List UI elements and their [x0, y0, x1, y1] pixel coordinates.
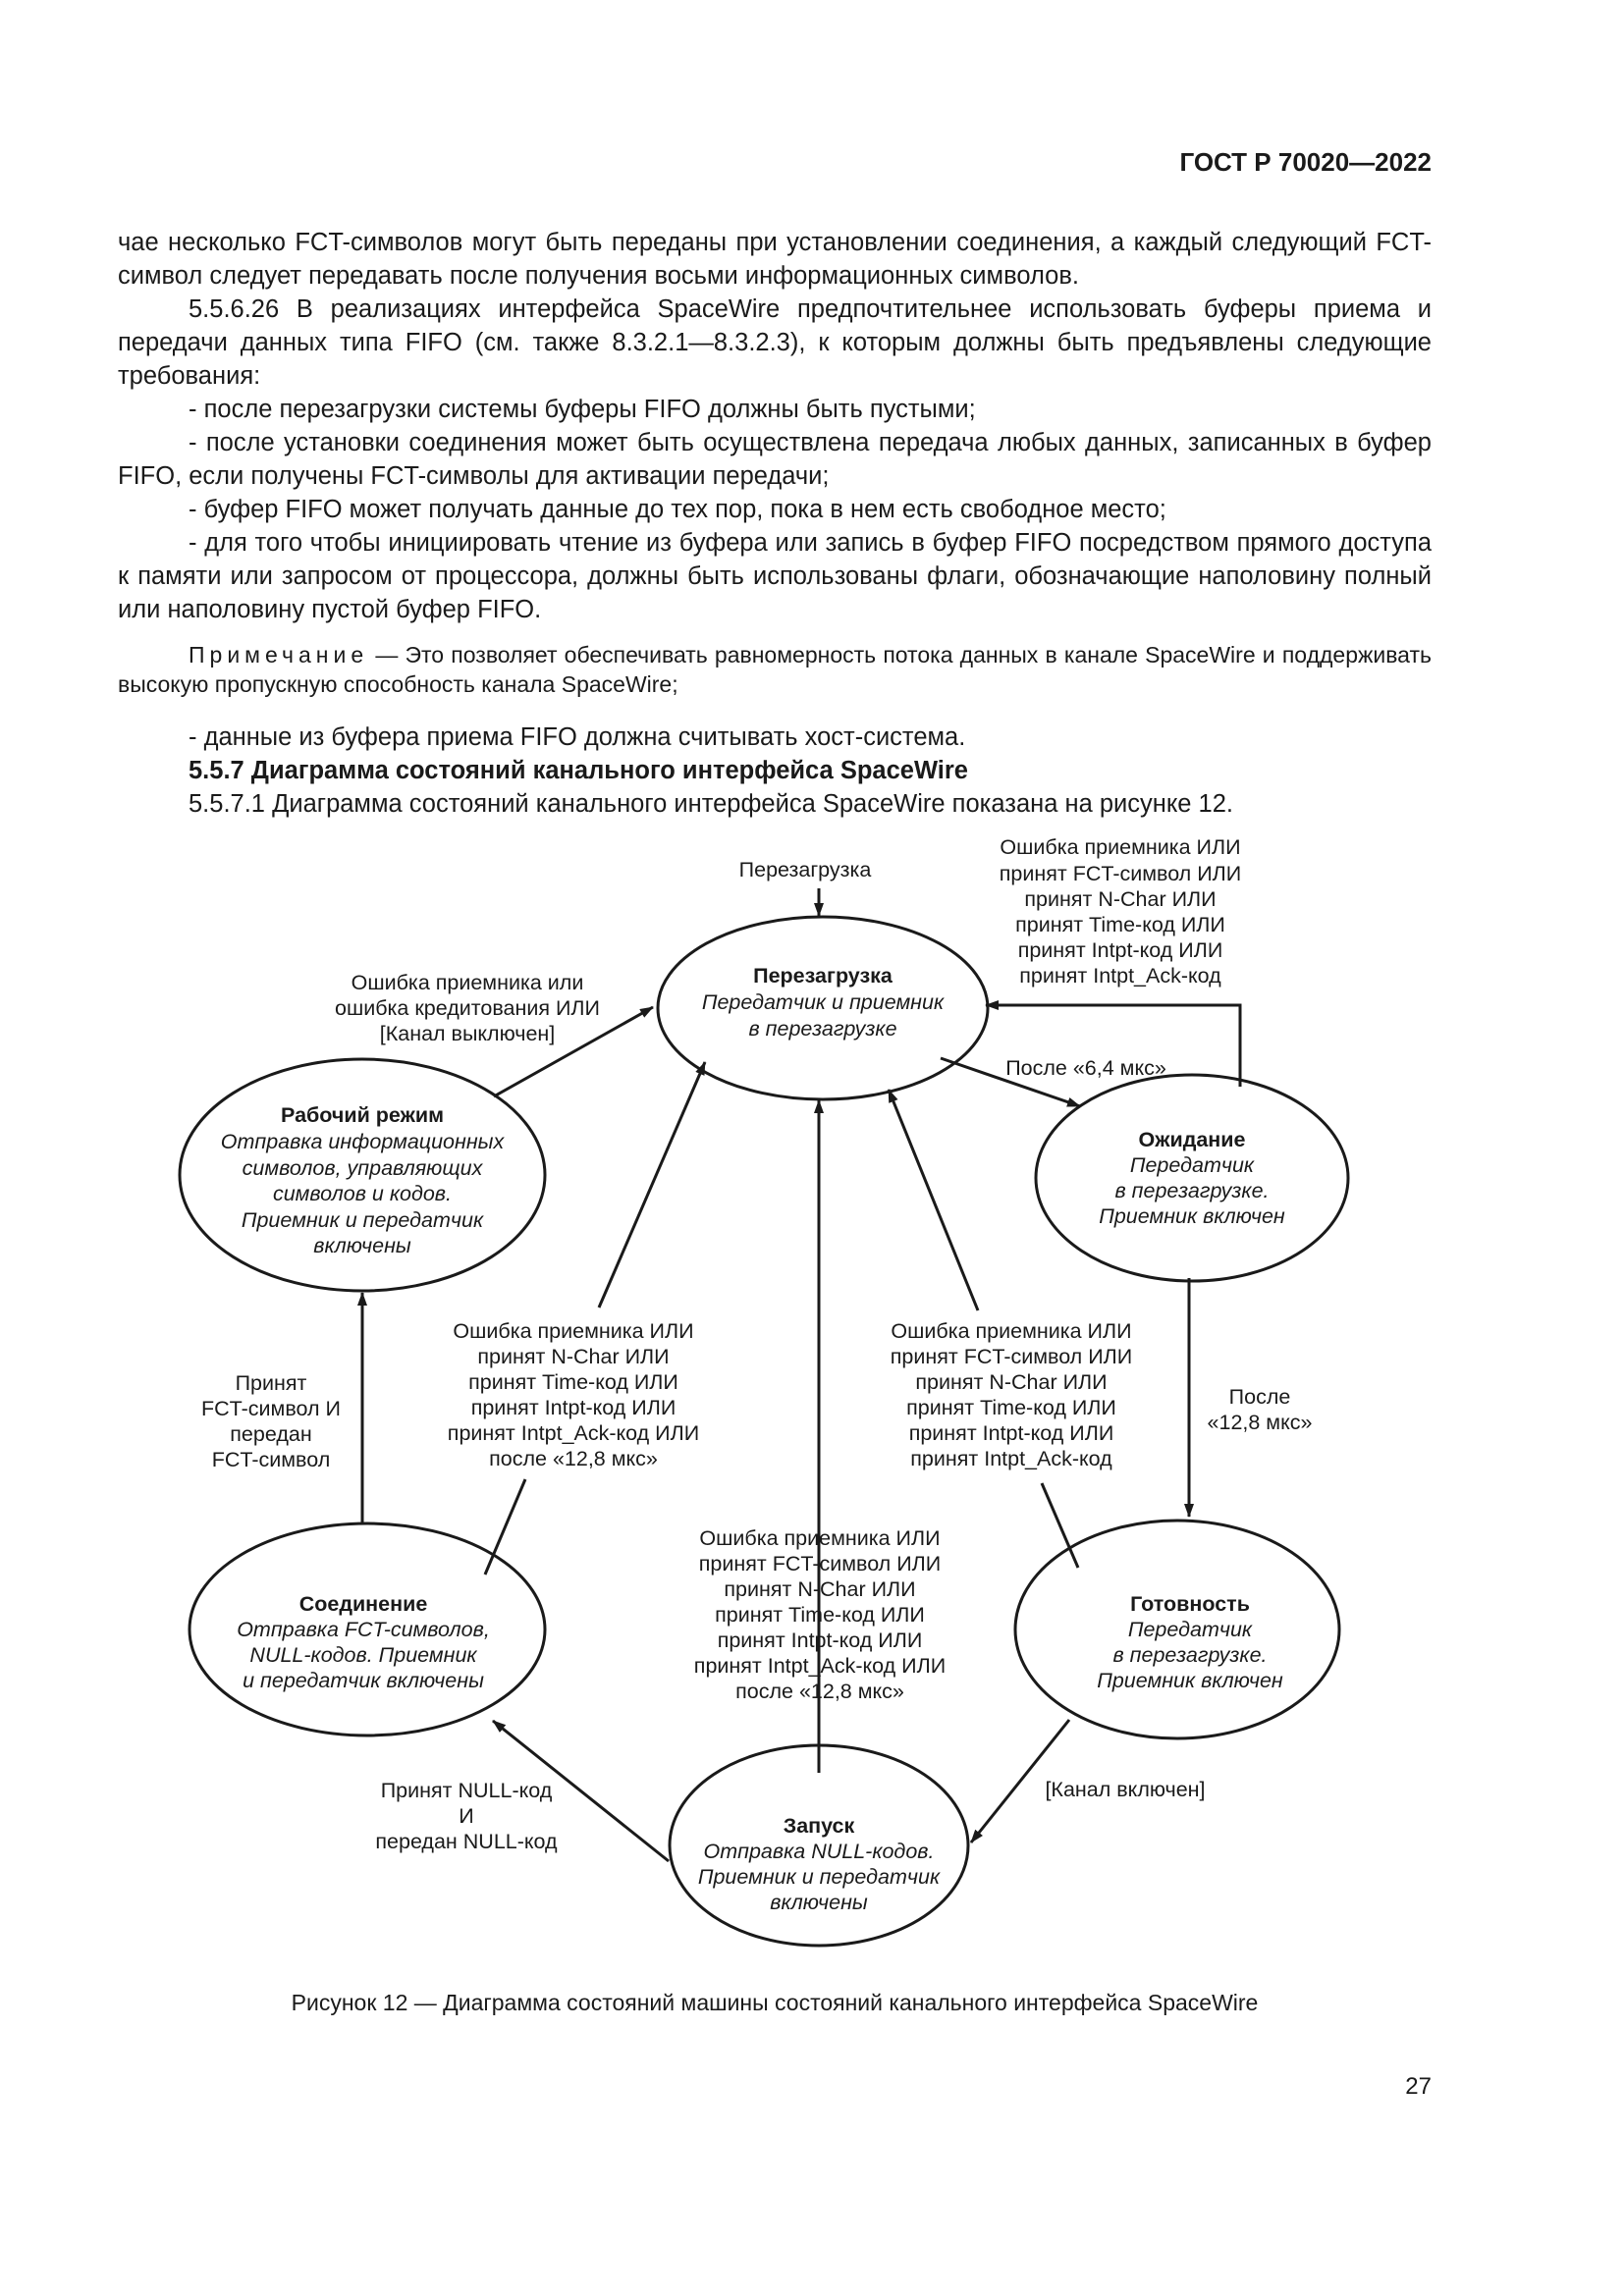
label-line: Принят NULL-код [380, 1779, 553, 1802]
state-run [221, 1103, 506, 1257]
list-item: - буфер FIFO может получать данные до тех пор, пока в нем есть свободное место; [189, 496, 1166, 523]
note-label: Примечание [189, 642, 369, 667]
label-start-to-connect [375, 1779, 558, 1853]
state-title: Рабочий режим [281, 1103, 444, 1127]
section-title: 5.5.7 Диаграмма состояний канального интерфейса SpaceWire [189, 757, 968, 784]
label-line: принят N-Char ИЛИ [915, 1370, 1108, 1394]
state-desc-line: NULL-кодов. Приемник [249, 1643, 477, 1667]
state-desc-line: Приемник включен [1099, 1204, 1285, 1228]
arrow-ready-to-reset-head [889, 1090, 978, 1310]
label-line: принят Intpt-код ИЛИ [908, 1421, 1114, 1445]
list-item: - для того чтобы инициировать чтение из буфера или запись в буфер FIFO посредством прямого доступа к памяти или запросом от процессора, должны быть использованы флаги, обозначающие наполовину полный или наполовину пустой буфер FIFO. [118, 529, 1432, 623]
label-line: принят Time-код ИЛИ [906, 1396, 1116, 1419]
label-line: принят FCT-символ ИЛИ [890, 1345, 1133, 1368]
label-connect-to-run [201, 1371, 341, 1471]
label-connect-to-reset [448, 1319, 699, 1470]
label-line: Ошибка приемника ИЛИ [1000, 835, 1241, 859]
label-line: принят Intpt_Ack-код ИЛИ [447, 1421, 700, 1445]
label-reset-in: Перезагрузка [738, 858, 872, 881]
label-line: Принят [235, 1371, 307, 1395]
figure-caption: Рисунок 12 — Диаграмма состояний машины состояний канального интерфейса SpaceWire [291, 1990, 1259, 2015]
document-id-header: ГОСТ Р 70020—2022 [1179, 147, 1432, 177]
arrow-run-to-reset [494, 1007, 653, 1096]
state-desc-line: в перезагрузке. [1112, 1643, 1268, 1667]
state-wait [1099, 1128, 1285, 1228]
state-desc-line: Отправка NULL-кодов. [703, 1840, 935, 1863]
label-line: Ошибка приемника ИЛИ [699, 1526, 941, 1550]
label-line: принят Intpt-код ИЛИ [717, 1629, 923, 1652]
state-desc-line: Передатчик [1127, 1618, 1253, 1641]
label-line: [Канал выключен] [379, 1022, 556, 1045]
note-text: — Это позволяет обеспечивать равномерность потока данных в канале SpaceWire и поддерживать высокую пропускную способность канала SpaceWire; [118, 642, 1432, 697]
state-wait-ellipse [1036, 1075, 1348, 1281]
label-line: после «12,8 мкс» [735, 1680, 904, 1703]
label-ready-to-start: [Канал включен] [1045, 1778, 1206, 1801]
label-line: Ошибка приемника или [351, 971, 584, 994]
label-line: И [459, 1804, 474, 1828]
label-line: принят Intpt_Ack-код [910, 1447, 1112, 1470]
page-number: 27 [1405, 2073, 1432, 2100]
list-item: - после установки соединения может быть осуществлена передача любых данных, записанных в буфер FIFO, если получены FCT-символы для активации передачи; [118, 429, 1432, 490]
label-wait-to-ready [1208, 1385, 1313, 1434]
label-line: FCT-символ [211, 1448, 331, 1471]
state-desc-line: Передатчик [1129, 1153, 1255, 1177]
state-desc-line: Приемник и передатчик [697, 1865, 941, 1889]
state-title: Готовность [1130, 1592, 1250, 1616]
state-title: Запуск [783, 1814, 855, 1838]
state-desc-line: включены [313, 1234, 411, 1257]
paragraph-5-5-6-26: 5.5.6.26 В реализациях интерфейса SpaceWire предпочтительнее использовать буферы приема и передачи данных типа FIFO (см. также 8.3.2.1—8.3.2.3), к которым должны быть предъявлены следующие требования: [118, 295, 1432, 390]
label-line: принят FCT-символ ИЛИ [698, 1552, 942, 1575]
label-line: принят Time-код ИЛИ [468, 1370, 678, 1394]
label-line: принят N-Char ИЛИ [724, 1577, 916, 1601]
state-title: Ожидание [1138, 1128, 1246, 1151]
label-line: принят Intpt_Ack-код ИЛИ [693, 1654, 947, 1678]
label-line: ошибка кредитования ИЛИ [335, 996, 600, 1020]
label-line: принят Intpt_Ack-код [1019, 964, 1221, 988]
state-ready [1097, 1592, 1283, 1692]
label-run-to-reset [335, 971, 600, 1045]
state-desc-line: Отправка FCT-символов, [237, 1618, 490, 1641]
label-line: принят FCT-символ ИЛИ [999, 862, 1242, 885]
arrow-connect-to-reset [485, 1479, 525, 1575]
state-desc-line: включены [770, 1891, 868, 1914]
arrow-connect-to-reset-head [599, 1062, 705, 1308]
label-wait-to-reset [1000, 835, 1241, 988]
label-line: Ошибка приемника ИЛИ [453, 1319, 694, 1343]
state-desc-line: Приемник включен [1097, 1669, 1283, 1692]
state-title: Соединение [298, 1592, 428, 1616]
label-line: передан [230, 1422, 312, 1446]
state-desc-line: и передатчик включены [243, 1669, 484, 1692]
state-desc-line: символов, управляющих [242, 1156, 483, 1180]
paragraph-continued: чае несколько FCT-символов могут быть переданы при установлении соединения, а каждый следующий FCT-символ следует передавать после получения восьми информационных символов. [118, 229, 1432, 290]
label-line: FCT-символ И [201, 1397, 341, 1420]
list-item: - после перезагрузки системы буферы FIFO должны быть пустыми; [189, 396, 976, 423]
paragraph-5-5-7-1: 5.5.7.1 Диаграмма состояний канального интерфейса SpaceWire показана на рисунке 12. [189, 790, 1234, 818]
label-line: «12,8 мкс» [1207, 1411, 1313, 1434]
label-line: Ошибка приемника ИЛИ [891, 1319, 1132, 1343]
label-line: принят N-Char ИЛИ [477, 1345, 670, 1368]
state-desc-line: в перезагрузке [748, 1017, 897, 1041]
state-desc-line: Приемник и передатчик [241, 1208, 484, 1232]
state-reset [702, 964, 945, 1041]
label-line: принят Time-код ИЛИ [1015, 913, 1225, 936]
state-start [698, 1814, 941, 1914]
label-line: принят N-Char ИЛИ [1024, 887, 1217, 911]
label-line: принят Intpt-код ИЛИ [1017, 938, 1223, 962]
list-item: - данные из буфера приема FIFO должна считывать хост-система. [189, 723, 966, 751]
state-connect [237, 1592, 490, 1692]
label-line: принят Intpt-код ИЛИ [470, 1396, 677, 1419]
state-desc-line: в перезагрузке. [1114, 1179, 1270, 1202]
label-line: принят Time-код ИЛИ [715, 1603, 925, 1627]
state-title: Перезагрузка [753, 964, 893, 988]
label-reset-to-wait: После «6,4 мкс» [1005, 1056, 1166, 1080]
label-line: передан NULL-код [375, 1830, 558, 1853]
state-desc-line: Отправка информационных [220, 1130, 505, 1153]
label-start-to-reset [694, 1526, 946, 1703]
label-line: После [1228, 1385, 1291, 1409]
state-desc-line: Передатчик и приемник [701, 990, 945, 1014]
label-line: после «12,8 мкс» [489, 1447, 658, 1470]
state-desc-line: символов и кодов. [272, 1182, 453, 1205]
label-ready-to-reset [891, 1319, 1132, 1470]
